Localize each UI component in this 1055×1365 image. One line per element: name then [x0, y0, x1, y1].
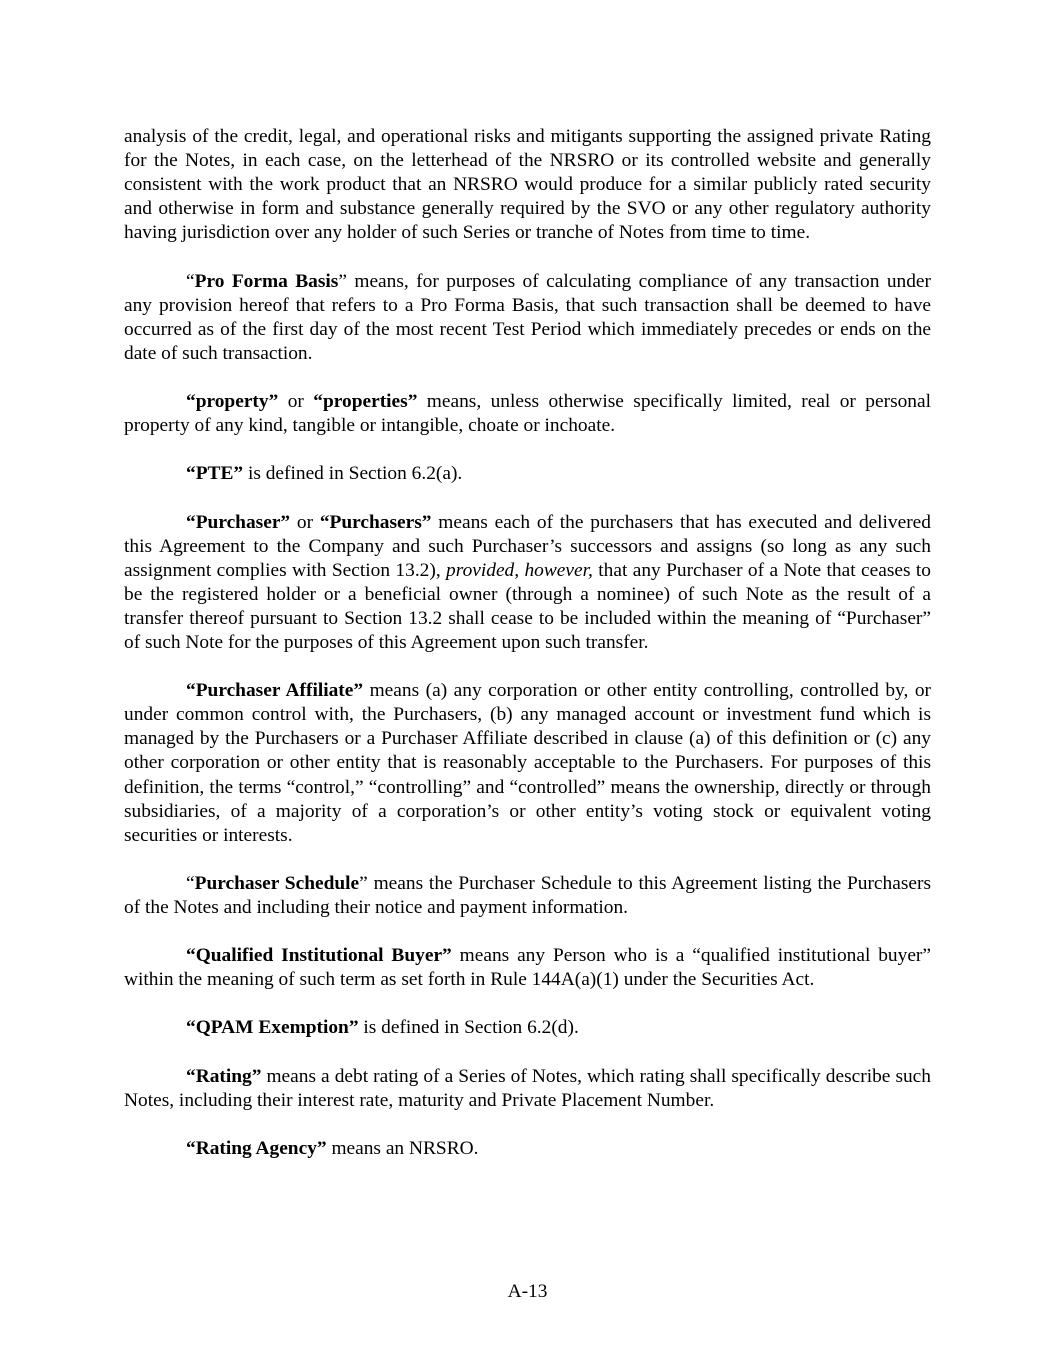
proviso-text: provided, however, [446, 559, 593, 581]
defined-term: Pro Forma Basis [194, 270, 339, 292]
definition-rating-agency [124, 1137, 931, 1161]
page-number: A-13 [507, 1281, 548, 1302]
defined-term-alt: “Purchasers” [319, 511, 432, 533]
definition-text: means each of the purchasers that has executed and delivered this Agreement to the Company and such Purchaser’s successors and assigns (so long as any such assignment complies with Section 13.2), [124, 511, 931, 581]
definition-text: means the Purchaser Schedule to this Agreement listing the Purchasers of the Notes and including their notice and payment information. [124, 872, 931, 918]
definition-text-cont: that any Purchaser of a Note that ceases to be the registered holder or a beneficial owner (through a nominee) of such Note as the result of a transfer thereof pursuant to Section 13.2 shall cease to be included within the meaning of “Purchaser” of such Note for the purposes of this Agreement upon such transfer. [124, 559, 931, 653]
definition-text: is defined in Section 6.2(a). [243, 463, 463, 485]
defined-term: “Rating Agency” [186, 1137, 327, 1159]
quote-open: “ [186, 872, 195, 894]
defined-term: “Qualified Institutional Buyer” [186, 945, 452, 967]
continuation-paragraph: analysis of the credit, legal, and operational risks and mitigants supporting the assigned private Rating for the Notes, in each case, on the letterhead of the NRSRO or its controlled website and generally consistent with the work product that an NRSRO would produce for a similar publicly rated security and otherwise in form and substance generally required by the SVO or any other regulatory authority having jurisdiction over any holder of such Series or tranche of Notes from time to time. [124, 126, 931, 244]
defined-term: “Purchaser Affiliate” [186, 680, 364, 702]
defined-term: “property” [186, 391, 279, 413]
definition-purchaser [124, 511, 931, 656]
definition-text: means an NRSRO. [326, 1137, 479, 1159]
definition-qualified-institutional-buyer [124, 944, 931, 992]
definition-text: means any Person who is a “qualified institutional buyer” within the meaning of such term as set forth in Rule 144A(a)(1) under the Securities Act. [124, 945, 931, 991]
definition-purchaser-affiliate [124, 679, 931, 848]
defined-term: “Rating” [186, 1065, 262, 1087]
definition-text: is defined in Section 6.2(d). [358, 1017, 579, 1039]
definition-pro-forma-basis [124, 270, 931, 366]
defined-term: “QPAM Exemption” [186, 1017, 359, 1039]
definition-pte [124, 462, 931, 486]
document-body [124, 125, 931, 1185]
defined-term: Purchaser Schedule [194, 872, 360, 894]
definition-text: means (a) any corporation or other entity controlling, controlled by, or under common control with, the Purchasers, (b) any managed account or investment fund which is managed by the Purchasers or a Purchaser Affiliate described in clause (a) of this definition or (c) any other corporation or other entity that is reasonably acceptable to the Purchasers. For purposes of this definition, the terms “control,” “controlling” and “controlled” means the ownership, directly or through subsidiaries, of a majority of a corporation’s or other entity’s voting stock or equivalent voting securities or interests. [124, 680, 932, 846]
defined-term-alt: “properties” [313, 391, 418, 413]
definition-text: means a debt rating of a Series of Notes, which rating shall specifically describe such Notes, including their interest rate, maturity and Private Placement Number. [124, 1065, 931, 1111]
quote-close: ” [338, 270, 347, 292]
defined-term: “Purchaser” [186, 511, 291, 533]
quote-close: ” [359, 872, 368, 894]
connector-text: or [278, 391, 314, 413]
definition-text: means, for purposes of calculating compliance of any transaction under any provision hereof that refers to a Pro Forma Basis, that such transaction shall be deemed to have occurred as of the first day of the most recent Test Period which immediately precedes or ends on the date of such transaction. [124, 270, 931, 364]
defined-term: “PTE” [186, 463, 244, 485]
definition-qpam-exemption [124, 1016, 931, 1040]
connector-text: or [290, 511, 320, 533]
definition-purchaser-schedule [124, 872, 931, 920]
definition-text: means, unless otherwise specifically limited, real or personal property of any kind, tangible or intangible, choate or inchoate. [124, 391, 931, 437]
definition-property [124, 390, 931, 438]
definition-rating [124, 1065, 931, 1113]
quote-open: “ [186, 270, 195, 292]
